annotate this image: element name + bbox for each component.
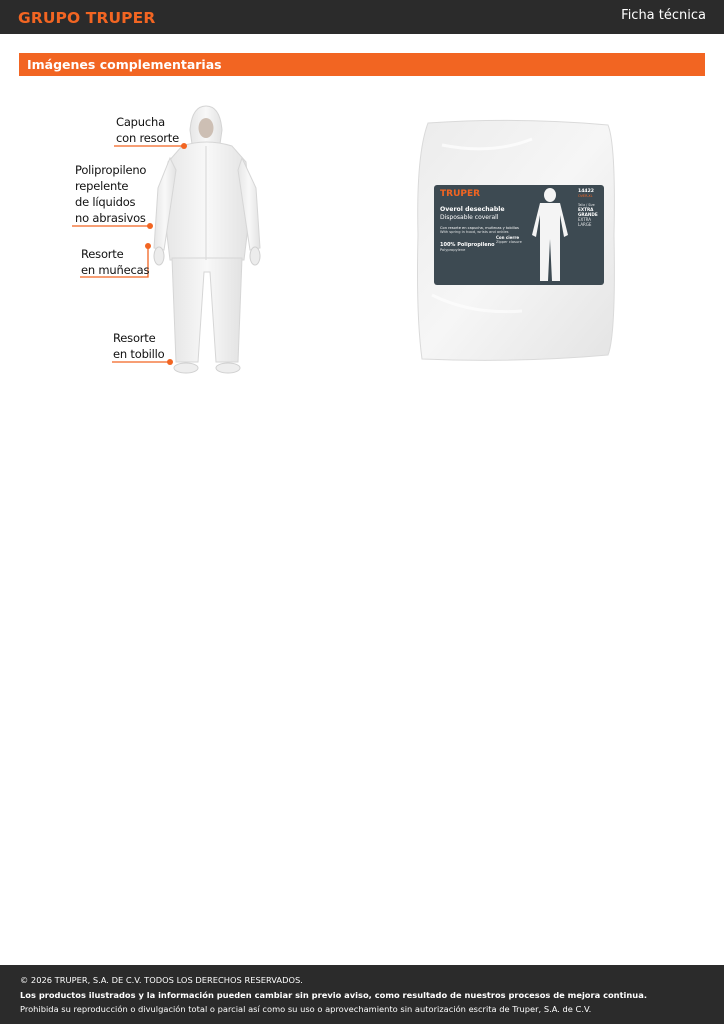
callout-hood	[116, 114, 179, 146]
package-brand: TRUPER	[440, 189, 481, 199]
package-material-en: Polypropylene	[440, 247, 466, 252]
callout-wrists	[81, 246, 149, 278]
sheet-title: Ficha técnica	[621, 8, 706, 23]
footer-copyright: © 2026 TRUPER, S.A. DE C.V. TODOS LOS DERECHOS RESERVADOS.	[20, 975, 303, 985]
package-feature-en: With spring in hood, wrists and ankles	[440, 230, 509, 235]
callout-material-line3: de líquidos	[75, 195, 136, 209]
brand-logo: GRUPO TRUPER	[18, 9, 156, 27]
package-size-block	[578, 189, 604, 227]
callout-material	[75, 162, 146, 226]
callout-wrists-line1: Resorte	[81, 247, 124, 261]
package-feature-es: Con resorte en capucha, muñecas y tobillos	[440, 226, 519, 230]
package-model: OVER-XL	[578, 194, 593, 198]
callout-material-line1: Polipropileno	[75, 163, 147, 177]
package-zipper-es: Con cierre	[496, 235, 520, 240]
footer-prohibition: Prohibida su reproducción o divulgación total o parcial así como su uso o aprovechamiento sin autorización escrita de Truper, S.A. de C.V.	[20, 1004, 592, 1014]
callout-ankles-line1: Resorte	[113, 331, 156, 345]
callout-hood-line2: con resorte	[116, 131, 179, 145]
package-size-label: Talla / Size	[578, 203, 595, 207]
package-code: 14422	[578, 189, 594, 194]
package-zipper	[496, 235, 522, 244]
footer	[0, 965, 724, 1024]
callout-hood-line1: Capucha	[116, 115, 165, 129]
callout-material-line2: repelente	[75, 179, 129, 193]
callout-material-line4: no abrasivos	[75, 211, 146, 225]
package-title-en: Disposable coverall	[440, 214, 499, 221]
package-material: 100% Polipropileno	[440, 241, 495, 248]
package-size-es: EXTRA GRANDE	[578, 207, 598, 217]
section-title: Imágenes complementarias	[27, 57, 222, 72]
section-header	[19, 53, 705, 76]
coverall-features-image	[70, 100, 270, 380]
package-size-en: EXTRA LARGE	[578, 217, 592, 227]
callout-ankles	[113, 330, 165, 362]
header-bar	[0, 0, 724, 34]
callout-ankles-line2: en tobillo	[113, 347, 165, 361]
package-image	[412, 115, 622, 365]
package-title-es: Overol desechable	[440, 206, 505, 213]
package-zipper-en: Zipper closure	[496, 240, 522, 244]
footer-notice: Los productos ilustrados y la información pueden cambiar sin previo aviso, como resultado de nuestros procesos de mejora continua.	[20, 990, 647, 1000]
callout-wrists-line2: en muñecas	[81, 263, 150, 277]
